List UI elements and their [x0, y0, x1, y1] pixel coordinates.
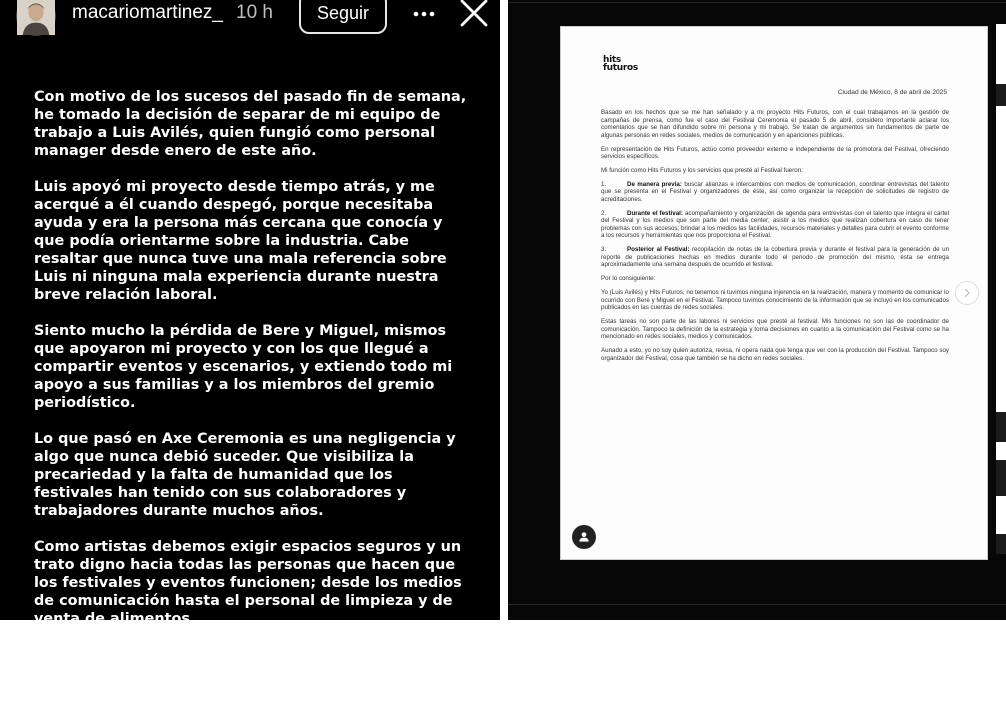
- doc-paragraph: Estas tareas no son parte de las labores ni servicios que presté al festival. Mis funciones no son las de coordinador de comunicación. Tampoco la definición de la estrategia y toma decisiones en cuanto a la comunicación del Festival como se ha mencionado en redes sociales, medios y comunicados.: [601, 317, 949, 341]
- doc-paragraph: Mi función como Hits Futuros y los servicios que presté al Festival fueron:: [601, 166, 803, 174]
- more-horizontal-icon[interactable]: [408, 0, 440, 28]
- item-number: 3.: [601, 246, 607, 254]
- next-post-peek: [996, 24, 1006, 554]
- doc-paragraph: Por lo consiguiente:: [601, 275, 656, 283]
- close-icon[interactable]: [457, 0, 491, 30]
- doc-list-item-3: [601, 246, 949, 269]
- item-text: buscar alianzas e intercambios con medios de comunicación, coordinar entrevistas del talento que se presenta en el Festival y organizadores de éste, así como organizar la recepción de solicitudes de registro de acreditaciones.: [601, 180, 950, 203]
- panel-divider: [500, 0, 508, 620]
- doc-paragraph: Basado en los hechos que se me han señalado y a mi proyecto Hits Futuros, con el cual trabajamos en la gestión de campañas de prensa, como fue el caso del Festival Ceremonia el pasado 5 de abril, considero importante aclarar los comentarios que se han difundido sobre mi persona y mi trabajo. Se tratan de argumentos sin fundamentos de parte de algunas personas en redes sociales, medios de comunicación y en apariciones públicas.: [601, 109, 949, 139]
- statement-paragraph-5: Como artistas debemos exigir espacios seguros y un trato digno hacia todas las personas que hacen que los festivales y eventos funcionen; desde los medios de comunicación hasta el personal de limpieza y de venta de alimentos.: [34, 538, 462, 628]
- item-number: 1.: [601, 180, 607, 188]
- story-header: [0, 0, 500, 40]
- item-title: Durante el festival:: [627, 209, 683, 217]
- top-border: [508, 2, 1006, 3]
- user-tag-icon[interactable]: [572, 525, 596, 549]
- avatar[interactable]: [16, 0, 56, 36]
- statement-paragraph-6: Me uno y convoco a que no se olvide ni se deje pasar por alto está situación, que se busque el esclarecimiento de los: [34, 646, 466, 700]
- doc-paragraph: En representación de Hits Futuros, actúo como proveedor externo e independiente de la promotora del Festival, ofreciendo servicios específicos.: [601, 145, 949, 161]
- statement-paragraph-4: Lo que pasó en Axe Ceremonia es una negligencia y algo que nunca debió suceder. Que visibiliza la precariedad y la falta de humanidad que los festivales han tenido con sus colaboradores y trabajadores durante muchos años.: [34, 431, 456, 520]
- document-date: Ciudad de México, 8 de abril de 2025: [837, 89, 947, 96]
- follow-button[interactable]: Seguir: [299, 0, 387, 34]
- document-body: [601, 109, 949, 368]
- item-title: Posterior al Festival:: [627, 246, 690, 254]
- bottom-border: [508, 604, 1006, 605]
- item-number: 2.: [601, 209, 607, 217]
- statement-paragraph-1: Con motivo de los sucesos del pasado fin de semana, he tomado la decisión de separar de mi equipo de trabajo a Luis Avilés, quien fungió como personal manager desde enero de este año.: [34, 89, 467, 160]
- doc-list-item-1: [601, 181, 949, 204]
- story-statement: [34, 88, 474, 718]
- doc-list-item-2: [601, 210, 949, 240]
- post-time: 10 h: [236, 2, 273, 23]
- document-image[interactable]: [560, 26, 988, 560]
- item-text: acompañamiento y organización de agenda para entrevistas con el talento que integra el cartel del Festival y los medios que son parte del media center; asistir a los medios que realizan cobertura en caso de tener problemas con sus accesos; brindar a los medios las facilidades, recursos materiales y detalles para cubrir el evento conforme a los recursos y herramientas que nos proporciona el Festival.: [601, 209, 949, 240]
- item-text: recopilación de notas de la cobertura previa y durante el festival para la generación de un reporte de publicaciones hechas en medios durante todo el periodo de promoción del mismo, ésta se entrega aproximadamente una semana después de ocurrido el festival.: [601, 246, 950, 269]
- statement-paragraph-3: Siento mucho la pérdida de Bere y Miguel, mismos que apoyaron mi proyecto y con los que llegué a compartir eventos y escenarios, y extiendo todo mi apoyo a sus familias y a los miembros del gremio periodístico.: [34, 323, 453, 412]
- chevron-right-icon[interactable]: [955, 281, 979, 305]
- username[interactable]: macariomartinez_: [72, 2, 223, 23]
- doc-paragraph: Yo (Luis Avilés) y Hits Futuros, no tenemos ni tuvimos ninguna injerencia en la realización, manera y momento de comunicar lo ocurrido con Bere y Miguel en el Festival. Tampoco tuvimos conocimiento de la información que se incluyó en los comunicados publicados en las cuentas de redes sociales.: [601, 289, 949, 312]
- logo-line-2: futuros: [603, 63, 638, 73]
- logo-line-1: hits: [603, 55, 621, 65]
- story-panel: [0, 0, 500, 700]
- doc-paragraph: Aunado a esto, yo no soy quien autoriza, revisa, ni opera nada que tenga que ver con la producción del Festival. Tampoco soy organizador del Festival, cosa que también se ha dicho en redes sociales.: [601, 346, 949, 362]
- statement-paragraph-2: Luis apoyó mi proyecto desde tiempo atrás, y me acerqué a él cuando despegó, porque necesitaba ayuda y era la persona más cercana que conocía y que podía orientarme sobre la industria. Cabe resaltar que nunca tuve una mala referencia sobre Luis ni ninguna mala experiencia durante nuestra breve relación laboral.: [34, 178, 447, 304]
- avatar-photo-icon: [17, 0, 55, 35]
- item-title: De manera previa:: [627, 180, 682, 188]
- hits-futuros-logo: [603, 56, 638, 72]
